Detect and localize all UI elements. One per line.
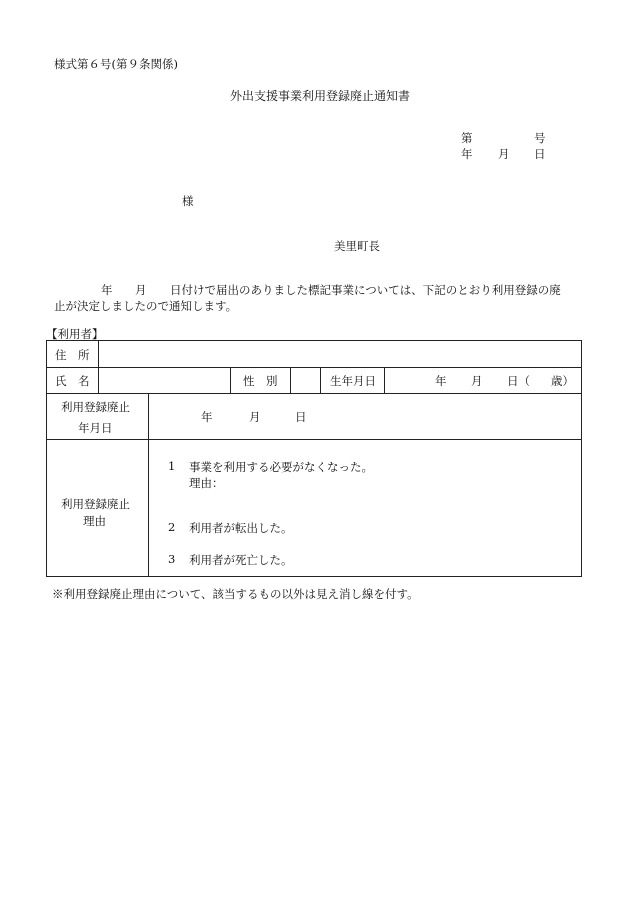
cancel-date-year: 年: [201, 410, 213, 424]
cancel-date-day: 日: [295, 410, 307, 424]
issuer-name: 美里町長: [334, 239, 380, 253]
birth-year: 年: [435, 374, 447, 388]
date-month: 月: [498, 147, 510, 161]
col-divider: [384, 367, 385, 393]
cancel-date-label-1: 利用登録廃止: [61, 400, 130, 414]
reason-3-text: 利用者が死亡した。: [189, 553, 293, 567]
address-label: 住 所: [55, 348, 90, 362]
reason-1-sub: 理由：: [189, 476, 224, 490]
col-divider: [290, 367, 291, 393]
birth-day: 日（: [507, 374, 530, 388]
cancel-date-month: 月: [249, 410, 261, 424]
reason-1-text: 事業を利用する必要がなくなった。: [189, 460, 373, 474]
row-divider: [47, 393, 582, 394]
sex-label: 性 別: [243, 374, 278, 388]
date-day: 日: [534, 147, 546, 161]
name-label: 氏 名: [55, 374, 90, 388]
col-divider: [98, 341, 99, 393]
col-divider: [320, 367, 321, 393]
birth-month: 月: [471, 374, 483, 388]
reason-label-2: 理由: [83, 514, 106, 528]
section-label: 【利用者】: [46, 327, 104, 341]
cancel-date-label-2: 年月日: [78, 421, 113, 435]
body-line-1: 日付けで届出のありました標記事業については、下記のとおり利用登録の廃: [170, 283, 561, 297]
birth-age: 歳）: [551, 374, 574, 388]
document-title: 外出支援事業利用登録廃止通知書: [230, 89, 411, 103]
body-month: 月: [135, 283, 147, 297]
reason-2-number: 2: [168, 520, 176, 534]
body-year: 年: [101, 283, 113, 297]
date-year: 年: [461, 147, 473, 161]
body-line-2: 止が決定しましたので通知します。: [54, 299, 238, 313]
footnote: ※利用登録廃止理由について、該当するもの以外は見え消し線を付す。: [52, 587, 419, 601]
doc-number-go: 号: [534, 131, 546, 145]
col-divider: [148, 393, 149, 577]
birthdate-label: 生年月日: [330, 374, 376, 388]
doc-number-dai: 第: [461, 131, 473, 145]
row-divider: [47, 367, 582, 368]
reason-label-1: 利用登録廃止: [61, 497, 130, 511]
col-divider: [230, 367, 231, 393]
reason-1-number: 1: [168, 459, 176, 473]
reason-2-text: 利用者が転出した。: [189, 521, 293, 535]
addressee-suffix: 様: [182, 194, 194, 208]
form-number: 様式第６号(第９条関係): [54, 57, 178, 71]
row-divider: [47, 439, 582, 440]
user-table: [46, 340, 582, 577]
reason-3-number: 3: [168, 552, 176, 566]
